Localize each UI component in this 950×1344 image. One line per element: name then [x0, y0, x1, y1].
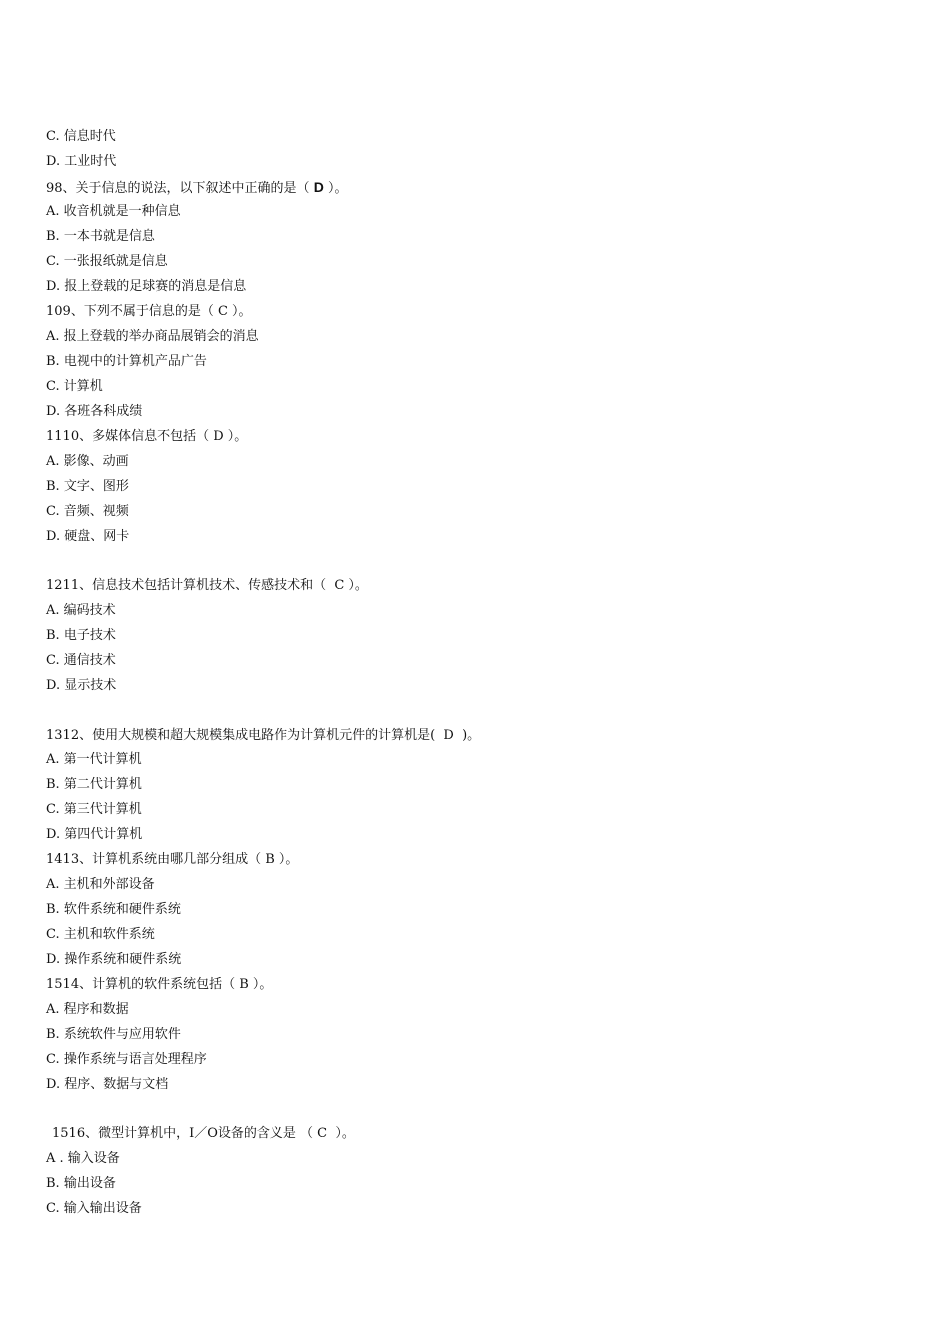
question-line: 1413、计算机系统由哪几部分组成（ B ）。 — [46, 852, 299, 867]
option-line: D. 程序、数据与文档 — [46, 1077, 169, 1092]
option-line: C. 第三代计算机 — [46, 802, 142, 817]
question-line: 109、下列不属于信息的是（ C ）。 — [46, 304, 252, 319]
option-line: C. 输入输出设备 — [46, 1201, 142, 1216]
option-line: A. 第一代计算机 — [46, 752, 142, 767]
answer-letter: D — [313, 179, 324, 195]
option-line: D. 工业时代 — [46, 154, 117, 169]
question-line — [46, 178, 347, 198]
option-line: B. 一本书就是信息 — [46, 229, 155, 244]
option-line: A. 主机和外部设备 — [46, 877, 155, 892]
question-line: 1211、信息技术包括计算机技术、传感技术和（ C ）。 — [46, 578, 368, 593]
option-line: D. 操作系统和硬件系统 — [46, 952, 182, 967]
question-text: 98、关于信息的说法，以下叙述中正确的是（ — [46, 181, 314, 196]
option-line: C. 一张报纸就是信息 — [46, 254, 168, 269]
option-line: D. 报上登载的足球赛的消息是信息 — [46, 279, 247, 294]
option-line: B. 电子技术 — [46, 628, 116, 643]
option-line: C. 主机和软件系统 — [46, 927, 155, 942]
option-line: D. 第四代计算机 — [46, 827, 143, 842]
option-line: B. 系统软件与应用软件 — [46, 1027, 181, 1042]
option-line: C. 通信技术 — [46, 653, 116, 668]
option-line: C. 计算机 — [46, 379, 103, 394]
question-line: 1312、使用大规模和超大规模集成电路作为计算机元件的计算机是( D )。 — [46, 728, 481, 743]
question-line: 1110、多媒体信息不包括（ D ）。 — [46, 429, 248, 444]
option-line: A. 程序和数据 — [46, 1002, 129, 1017]
option-line: C. 信息时代 — [46, 129, 116, 144]
option-line: C. 操作系统与语言处理程序 — [46, 1052, 207, 1067]
option-line: A. 影像、动画 — [46, 454, 129, 469]
option-line: A. 报上登载的举办商品展销会的消息 — [46, 329, 259, 344]
option-line: D. 各班各科成绩 — [46, 404, 143, 419]
option-line: A. 编码技术 — [46, 603, 116, 618]
option-line: B. 第二代计算机 — [46, 777, 142, 792]
option-line: B. 文字、图形 — [46, 479, 129, 494]
question-text-end: ）。 — [323, 181, 348, 196]
option-line: B. 输出设备 — [46, 1176, 116, 1191]
option-line: A. 收音机就是一种信息 — [46, 204, 181, 219]
option-line: C. 音频、视频 — [46, 504, 129, 519]
option-line: B. 电视中的计算机产品广告 — [46, 354, 207, 369]
option-line: A . 输入设备 — [46, 1151, 120, 1166]
question-line: 1514、计算机的软件系统包括（ B ）。 — [46, 977, 273, 992]
question-line: 1516、微型计算机中，I／O设备的含义是 （ C ）。 — [52, 1126, 355, 1141]
option-line: D. 硬盘、网卡 — [46, 529, 130, 544]
option-line: B. 软件系统和硬件系统 — [46, 902, 181, 917]
option-line: D. 显示技术 — [46, 678, 117, 693]
